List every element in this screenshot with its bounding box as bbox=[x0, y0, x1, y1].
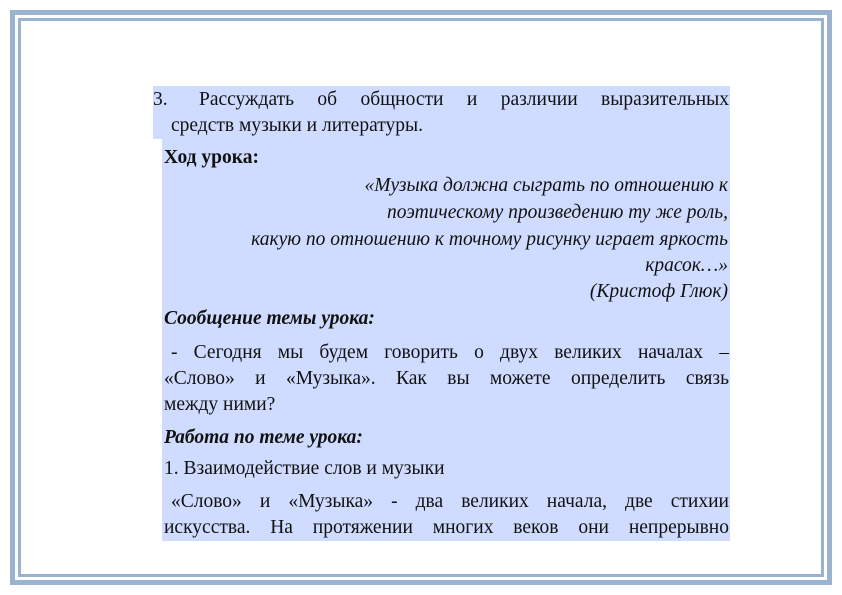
work-heading: Работа по теме урока: bbox=[164, 427, 363, 448]
topic-heading: Сообщение темы урока: bbox=[164, 308, 375, 329]
topic-line-2: «Слово» и «Музыка». Как вы можете определить связь bbox=[164, 368, 729, 389]
topic-line-3: между ними? bbox=[164, 394, 276, 415]
section-1-line-2: искусства. На протяжении многих веков они непрерывно bbox=[164, 517, 729, 538]
lesson-flow-heading: Ход урока: bbox=[164, 147, 259, 168]
goal-number: 3. bbox=[153, 89, 168, 110]
section-1-title: 1. Взаимодействие слов и музыки bbox=[164, 458, 445, 479]
section-1-line-1: «Слово» и «Музыка» - два великих начала, две стихии bbox=[171, 491, 729, 512]
topic-line-1: - Сегодня мы будем говорить о двух великих началах – bbox=[171, 342, 729, 363]
epigraph-line-2: поэтическому произведению ту же роль, bbox=[387, 202, 728, 223]
epigraph-line-1: «Музыка должна сыграть по отношению к bbox=[364, 175, 728, 196]
epigraph-line-3: какую по отношению к точному рисунку играет яркость bbox=[251, 229, 728, 250]
goal-line-2: средств музыки и литературы. bbox=[171, 115, 423, 136]
epigraph-line-4: красок…» bbox=[645, 255, 728, 276]
epigraph-author: (Кристоф Глюк) bbox=[589, 281, 728, 302]
goal-line-1: Рассуждать об общности и различии выразительных bbox=[199, 89, 729, 110]
